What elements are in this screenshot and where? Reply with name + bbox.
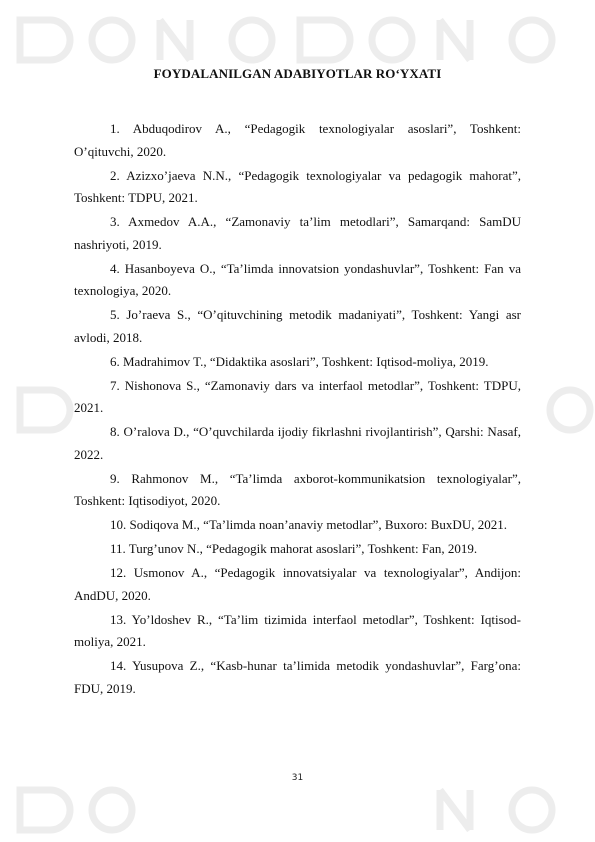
reference-item: 10. Sodiqova M., “Ta’limda noan’anaviy metodlar”, Buxoro: BuxDU, 2021. bbox=[110, 517, 507, 532]
page-title: FOYDALANILGAN ADABIYOTLAR RO‘YXATI bbox=[153, 66, 442, 81]
watermark-glyph bbox=[300, 20, 350, 60]
reference-item: 7. Nishonova S., “Zamonaviy dars va interfaol metodlar”, Toshkent: TDPU, 2021. bbox=[74, 377, 521, 415]
reference-item: 13. Yo’ldoshev R., “Ta’lim tizimida interfaol metodlar”, Toshkent: Iqtisod-moliya, 2021. bbox=[74, 611, 521, 649]
reference-list bbox=[74, 118, 521, 702]
watermark-glyph bbox=[372, 20, 412, 60]
reference-item: 12. Usmonov A., “Pedagogik innovatsiyalar va texnologiyalar”, Andijon: AndDU, 2020. bbox=[74, 565, 521, 603]
watermark-glyph bbox=[92, 790, 132, 830]
reference-item: 11. Turg’unov N., “Pedagogik mahorat asoslari”, Toshkent: Fan, 2019. bbox=[110, 541, 478, 556]
watermark-glyph bbox=[512, 20, 552, 60]
watermark-glyph bbox=[440, 790, 470, 830]
watermark-glyph bbox=[92, 20, 132, 60]
reference-item: 1. Abduqodirov A., “Pedagogik texnologiyalar asoslari”, Toshkent: O’qituvchi, 2020. bbox=[74, 121, 521, 159]
watermark-glyph bbox=[20, 390, 70, 430]
watermark-glyph bbox=[20, 790, 70, 830]
watermark-glyph bbox=[550, 390, 590, 430]
watermark-glyph bbox=[160, 20, 190, 60]
watermark-glyph bbox=[512, 790, 552, 830]
watermark-glyph bbox=[20, 20, 70, 60]
reference-item: 14. Yusupova Z., “Kasb-hunar ta’limida metodik yondashuvlar”, Farg’ona: FDU, 2019. bbox=[74, 658, 521, 696]
reference-item: 3. Axmedov A.A., “Zamonaviy ta’lim metodlari”, Samarqand: SamDU nashriyoti, 2019. bbox=[74, 214, 521, 252]
watermark-glyph bbox=[232, 20, 272, 60]
watermark-glyph bbox=[440, 20, 470, 60]
reference-item: 9. Rahmonov M., “Ta’limda axborot-kommunikatsion texnologiyalar”, Toshkent: Iqtisodiyot, 2020. bbox=[74, 470, 521, 508]
page-number: 31 bbox=[291, 773, 304, 783]
reference-item: 4. Hasanboyeva O., “Ta’limda innovatsion yondashuvlar”, Toshkent: Fan va texnologiya, 2020. bbox=[74, 260, 521, 298]
reference-item: 2. Azizxo’jaeva N.N., “Pedagogik texnologiyalar va pedagogik mahorat”, Toshkent: TDPU, 2021. bbox=[74, 167, 521, 205]
reference-item: 8. O’ralova D., “O’quvchilarda ijodiy fikrlashni rivojlantirish”, Qarshi: Nasaf, 2022. bbox=[74, 424, 521, 462]
reference-item: 5. Jo’raeva S., “O’qituvchining metodik madaniyati”, Toshkent: Yangi asr avlodi, 2018. bbox=[74, 307, 521, 345]
reference-item: 6. Madrahimov T., “Didaktika asoslari”, Toshkent: Iqtisod-moliya, 2019. bbox=[110, 353, 489, 369]
